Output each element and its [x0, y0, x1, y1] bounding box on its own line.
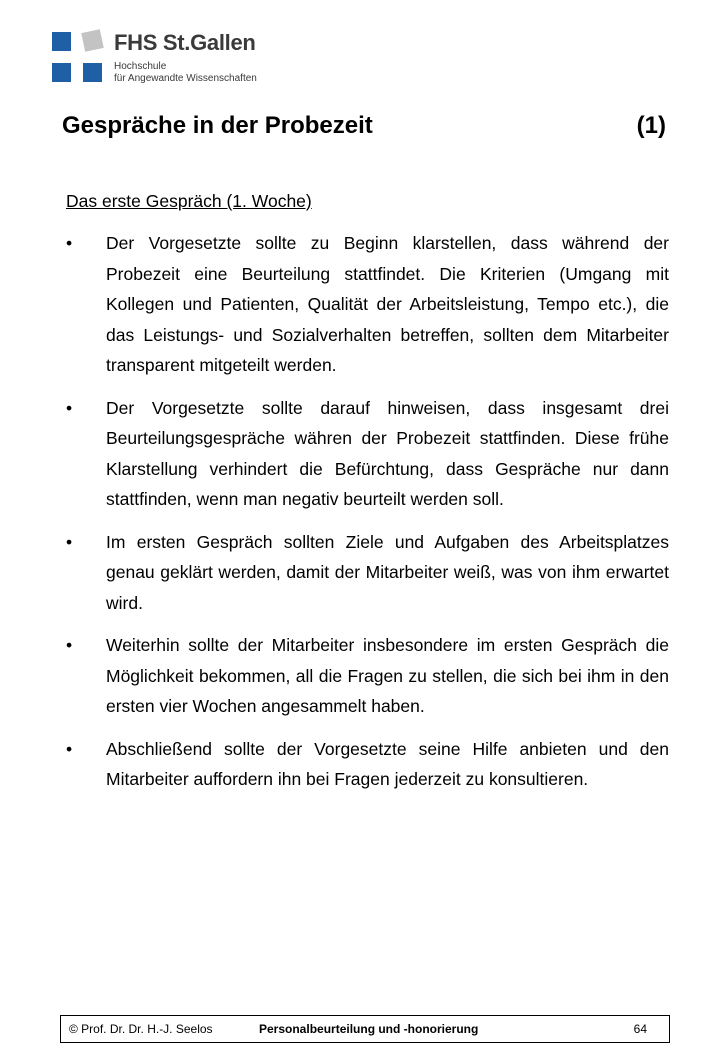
bullet-text: Weiterhin sollte der Mitarbeiter insbesondere im ersten Gespräch die Möglichkeit bekommen, all die Fragen zu stellen, die sich bei ihm in den ersten vier Wochen angesammelt haben.	[106, 635, 669, 716]
subheading: Das erste Gespräch (1. Woche)	[66, 191, 312, 211]
bullet-item	[66, 630, 669, 722]
bullet-item	[66, 393, 669, 515]
bullet-icon: •	[66, 635, 73, 655]
bullet-item	[66, 527, 669, 619]
footer-copyright: © Prof. Dr. Dr. H.-J. Seelos	[69, 1022, 213, 1036]
bullet-item	[66, 734, 669, 795]
footer-topic: Personalbeurteilung und -honorierung	[259, 1022, 479, 1036]
slide-title	[62, 112, 666, 140]
slide-number: (1)	[636, 112, 666, 139]
bullet-text: Der Vorgesetzte sollte darauf hinweisen, dass insgesamt drei Beurteilungsgespräche währen der Probezeit stattfinden. Diese frühe Klarstellung verhindert die Befürchtung, dass Gespräche nur dann stattfinden, wenn man negativ beurteilt werden soll.	[106, 397, 669, 509]
logo-subline-1: Hochschule	[114, 61, 167, 72]
logo-name: FHS St.Gallen	[114, 30, 256, 55]
bullet-list	[66, 228, 669, 807]
slide-title-text: Gespräche in der Probezeit	[62, 112, 373, 139]
logo-square-grey-icon	[81, 29, 104, 52]
bullet-text: Abschließend sollte der Vorgesetzte seine Hilfe anbieten und den Mitarbeiter auffordern ihn bei Fragen jederzeit zu konsultieren.	[106, 738, 669, 789]
footer-bar	[60, 1015, 670, 1043]
bullet-icon: •	[66, 397, 73, 418]
page-number: 64	[633, 1022, 647, 1036]
bullet-icon: •	[66, 738, 73, 759]
bullet-icon: •	[66, 233, 73, 253]
bullet-icon: •	[66, 531, 73, 552]
fhs-logo	[52, 30, 272, 86]
bullet-text: Der Vorgesetzte sollte zu Beginn klarstellen, dass während der Probezeit eine Beurteilung stattfindet. Die Kriterien (Umgang mit Kollegen und Patienten, Qualität der Arbeitsleistung, Tempo etc.), die das Leistungs- und Sozialverhalten betreffen, sollten dem Mitarbeiter transparent mitgeteilt werden.	[106, 233, 669, 375]
bullet-text: Im ersten Gespräch sollten Ziele und Aufgaben des Arbeitsplatzes genau geklärt werden, damit der Mitarbeiter weiß, was von ihm erwartet wird.	[106, 531, 669, 613]
logo-subline-2: für Angewandte Wissenschaften	[114, 73, 257, 84]
logo-square-blue-icon	[52, 63, 71, 82]
logo-square-blue-icon	[52, 32, 71, 51]
logo-square-blue-icon	[83, 63, 102, 82]
bullet-item	[66, 228, 669, 381]
